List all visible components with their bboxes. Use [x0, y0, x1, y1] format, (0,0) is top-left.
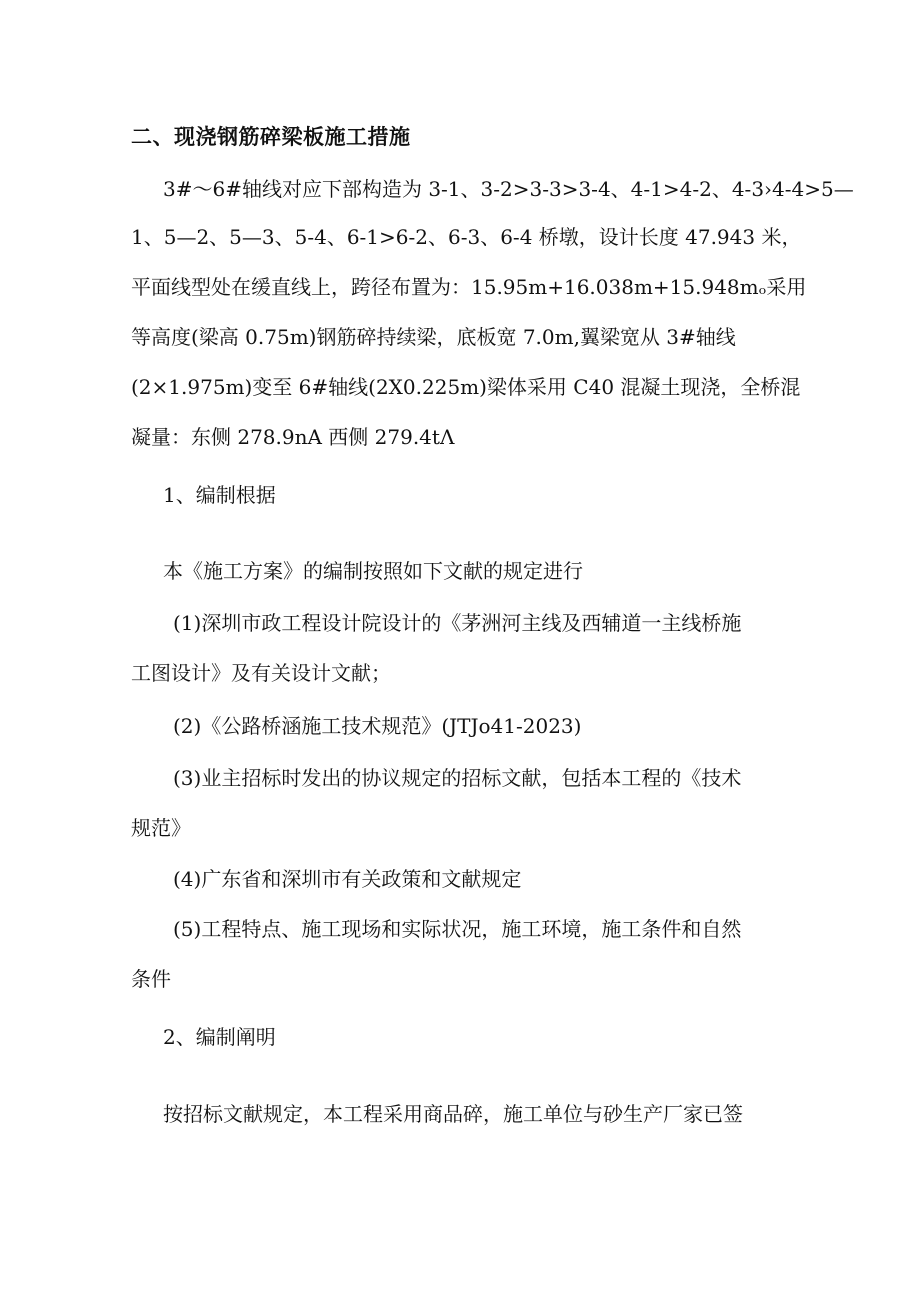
item5-line1: (5)工程特点、施工现场和实际状况，施工环境，施工条件和自然	[173, 917, 742, 941]
item3-line1: (3)业主招标时发出的协议规定的招标文献，包括本工程的《技术	[173, 766, 742, 790]
item1-line1: (1)深圳市政工程设计院设计的《茅洲河主线及西辅道一主线桥施	[173, 611, 742, 635]
item2: (2)《公路桥涵施工技术规范》(JTJo41-2023)	[173, 714, 582, 738]
intro-line-5: (2×1.975m)变至 6#轴线(2X0.225m)梁体采用 C40 混凝土现浇，全桥混	[131, 375, 801, 399]
intro-line-6: 凝量：东侧 278.9nA 西侧 279.4tΛ	[131, 425, 455, 449]
section2-title: 2、编制阐明	[163, 1025, 276, 1049]
intro-line-2: 1、5—2、5—3、5-4、6-1>6-2、6-3、6-4 桥墩，设计长度 47.943 米，	[131, 225, 802, 249]
item3-line2: 规范》	[131, 816, 191, 840]
intro-line-1: 3#～6#轴线对应下部构造为 3-1、3-2>3-3>3-4、4-1>4-2、4-3›4-4>5—	[163, 177, 854, 201]
section1-title: 1、编制根据	[163, 483, 276, 507]
section2-line1: 按招标文献规定，本工程采用商品碎，施工单位与砂生产厂家已签	[163, 1102, 743, 1126]
section-heading: 二、现浇钢筋碎梁板施工措施	[131, 124, 411, 149]
section1-intro: 本《施工方案》的编制按照如下文献的规定进行	[163, 559, 583, 583]
intro-line-4: 等高度(梁高 0.75m)钢筋碎持续梁，底板宽 7.0m,翼梁宽从 3#轴线	[131, 325, 736, 349]
item5-line2: 条件	[131, 967, 171, 991]
item1-line2: 工图设计》及有关设计文献；	[131, 661, 391, 685]
intro-line-3: 平面线型处在缓直线上，跨径布置为：15.95m+16.038m+15.948mₒ采用	[131, 275, 807, 299]
item4: (4)广东省和深圳市有关政策和文献规定	[173, 867, 522, 891]
